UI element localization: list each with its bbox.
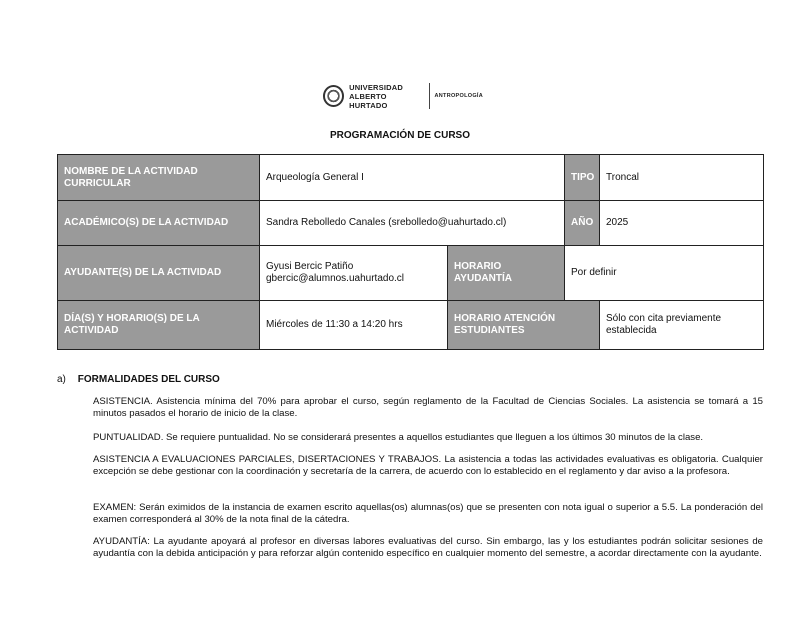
university-seal-icon — [323, 85, 344, 107]
logo-divider — [429, 83, 430, 109]
office-hours-value: Sólo con cita previamente establecida — [600, 301, 764, 350]
type-value: Troncal — [600, 155, 764, 201]
paragraph-asistencia: ASISTENCIA. Asistencia mínima del 70% para aprobar el curso, según reglamento de la Facultad de Ciencias Sociales. La asistencia se tomará a 15 minutos pasados el horario de inicio de la clase. — [93, 396, 763, 419]
paragraph-ayudantia: AYUDANTÍA: La ayudante apoyará al profesor en diversas labores evaluativas del curso. Sin embargo, las y los estudiantes podrán solicitar sesiones de ayudantía con la debida anticipación y para reforzar algún contenido específico en cualquier momento del semestre, a acordar directamente con la ayudante. — [93, 536, 763, 559]
academic-label: ACADÉMICO(S) DE LA ACTIVIDAD — [58, 201, 260, 246]
university-logo — [323, 80, 483, 112]
schedule-label: DÍA(S) Y HORARIO(S) DE LA ACTIVIDAD — [58, 301, 260, 350]
year-label: AÑO — [565, 201, 600, 246]
paragraph-examen: EXAMEN: Serán eximidos de la instancia de examen escrito aquellas(os) alumnas(os) que se presenten con nota igual o superior a 5.5. La ponderación del examen corresponderá al 30% de la nota final de la cátedra. — [93, 502, 763, 525]
table-row-schedule — [58, 301, 764, 350]
assistant-label: AYUDANTE(S) DE LA ACTIVIDAD — [58, 246, 260, 301]
table-row-academic — [58, 201, 764, 246]
table-row-assistant — [58, 246, 764, 301]
type-label: TIPO — [565, 155, 600, 201]
paragraph-puntualidad: PUNTUALIDAD. Se requiere puntualidad. No se considerará presentes a aquellos estudiantes que lleguen a los últimos 30 minutos de la clase. — [93, 432, 704, 443]
paragraph-evaluaciones: ASISTENCIA A EVALUACIONES PARCIALES, DISERTACIONES Y TRABAJOS. La asistencia a todas las actividades evaluativas es obligatoria. Cualquier excepción se debe gestionar con la coordinación y secretaría de la carrera, de acuerdo con lo establecido en el reglamento y dar aviso a la profesora. — [93, 454, 763, 477]
year-value: 2025 — [600, 201, 764, 246]
assistant-value — [260, 246, 448, 301]
university-name — [349, 83, 423, 110]
assistant-schedule-label: HORARIO AYUDANTÍA — [448, 246, 565, 301]
document-title: PROGRAMACIÓN DE CURSO — [329, 130, 470, 141]
assistant-email: gbercic@alumnos.uahurtado.cl — [266, 273, 405, 284]
assistant-schedule-value: Por definir — [565, 246, 764, 301]
university-name-line2: ALBERTO HURTADO — [349, 91, 388, 110]
course-info-table — [57, 154, 764, 350]
section-a-number: a) — [57, 374, 66, 385]
course-name-label: NOMBRE DE LA ACTIVIDAD CURRICULAR — [58, 155, 260, 201]
assistant-name: Gyusi Bercic Patiño — [266, 261, 354, 272]
department-name: ANTROPOLOGÍA — [434, 93, 483, 99]
section-a-title: FORMALIDADES DEL CURSO — [77, 374, 220, 385]
course-name-value: Arqueología General I — [260, 155, 565, 201]
university-name-line1: UNIVERSIDAD — [349, 82, 404, 92]
academic-value: Sandra Rebolledo Canales (srebolledo@uahurtado.cl) — [260, 201, 565, 246]
table-row-course-name — [58, 155, 764, 201]
section-a-heading — [57, 374, 220, 385]
schedule-value: Miércoles de 11:30 a 14:20 hrs — [260, 301, 448, 350]
office-hours-label: HORARIO ATENCIÓN ESTUDIANTES — [448, 301, 600, 350]
